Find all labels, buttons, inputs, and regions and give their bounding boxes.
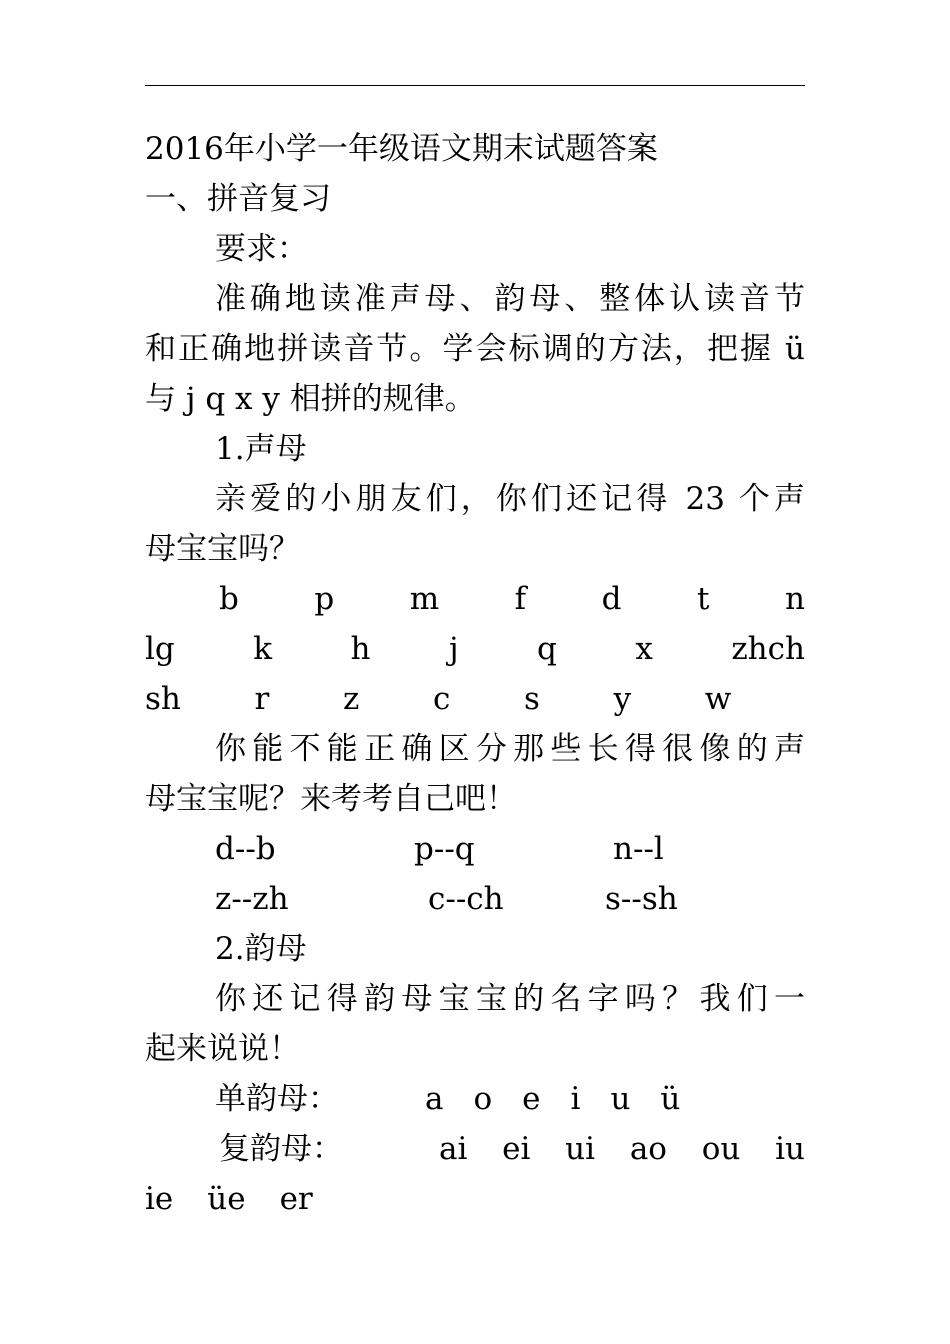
document-body — [145, 124, 805, 1224]
initial-item: r — [254, 681, 270, 717]
final-item: ü — [660, 1081, 681, 1117]
initial-pair: p--q — [414, 831, 475, 867]
final-item: o — [473, 1081, 493, 1117]
final-item: e — [522, 1081, 541, 1117]
requirement-text-line-3: 与 j q x y 相拼的规律。 — [145, 381, 476, 417]
initial-pair: s--sh — [605, 881, 678, 917]
compound-finals-row-2 — [145, 1174, 805, 1224]
final-item: üe — [207, 1181, 246, 1217]
initial-pair: c--ch — [428, 881, 504, 917]
initial-item: k — [253, 631, 273, 667]
initial-item: s — [524, 681, 540, 717]
part1-intro-line-2: 母宝宝吗？ — [145, 531, 300, 567]
document-title: 2016年小学一年级语文期末试题答案 — [145, 131, 658, 167]
initials-row-1 — [145, 574, 805, 624]
initial-item: p — [314, 581, 335, 617]
initial-item: j — [448, 631, 459, 667]
compound-finals-list — [439, 1124, 805, 1174]
final-item: a — [425, 1081, 444, 1117]
header-rule — [145, 85, 805, 86]
compound-finals-label: 复韵母： — [219, 1131, 343, 1167]
simple-finals-row — [145, 1074, 805, 1124]
final-item: ui — [565, 1131, 596, 1167]
part1-question-line-1: 你能不能正确区分那些长得很像的声 — [215, 731, 805, 767]
initial-item: t — [697, 581, 710, 617]
simple-finals-label: 单韵母： — [215, 1081, 339, 1117]
requirement-text-line-1: 准确地读准声母、韵母、整体认读音节 — [215, 281, 805, 317]
initial-item: y — [613, 681, 632, 717]
final-item: ie — [145, 1181, 174, 1217]
section-heading: 一、拼音复习 — [145, 181, 331, 217]
requirement-label: 要求： — [215, 231, 308, 267]
initial-pairs-row-1 — [145, 824, 805, 874]
final-item: u — [610, 1081, 631, 1117]
initial-item: f — [514, 581, 527, 617]
initial-item: lg — [145, 631, 175, 667]
initial-item: x — [635, 631, 653, 667]
final-item: iu — [775, 1131, 805, 1167]
part2-intro-line-1: 你还记得韵母宝宝的名字吗？我们一 — [215, 981, 805, 1017]
simple-finals-list — [425, 1074, 680, 1124]
part1-intro-line-1: 亲爱的小朋友们，你们还记得 23 个声 — [215, 481, 805, 517]
initial-item: m — [409, 581, 440, 617]
initial-pair: z--zh — [215, 881, 289, 917]
compound-finals-row — [145, 1124, 805, 1174]
initial-pairs-row-2 — [145, 874, 805, 924]
initial-item: d — [601, 581, 622, 617]
initial-pair: d--b — [215, 831, 276, 867]
part1-question-line-2: 母宝宝呢？来考考自己吧！ — [145, 781, 517, 817]
initial-item: q — [537, 631, 557, 667]
initial-item: w — [704, 681, 732, 717]
initial-item: n — [785, 581, 805, 617]
initial-item: z — [343, 681, 360, 717]
final-item: er — [279, 1181, 313, 1217]
part1-heading: 1.声母 — [215, 431, 307, 467]
initial-item: b — [219, 581, 239, 617]
initial-item: c — [433, 681, 451, 717]
part2-intro-line-2: 起来说说！ — [145, 1031, 300, 1067]
requirement-text-line-2: 和正确地拼读音节。学会标调的方法，把握 ü — [145, 331, 805, 367]
part2-heading: 2.韵母 — [215, 931, 307, 967]
final-item: i — [570, 1081, 581, 1117]
final-item: ao — [629, 1131, 667, 1167]
initials-row-3 — [145, 674, 805, 724]
final-item: ai — [439, 1131, 468, 1167]
initial-pair: n--l — [613, 831, 664, 867]
final-item: ei — [502, 1131, 531, 1167]
initial-item: sh — [145, 681, 181, 717]
final-item: ou — [701, 1131, 741, 1167]
initial-item: zhch — [731, 631, 805, 667]
initials-row-2 — [145, 624, 805, 674]
initial-item: h — [350, 631, 371, 667]
